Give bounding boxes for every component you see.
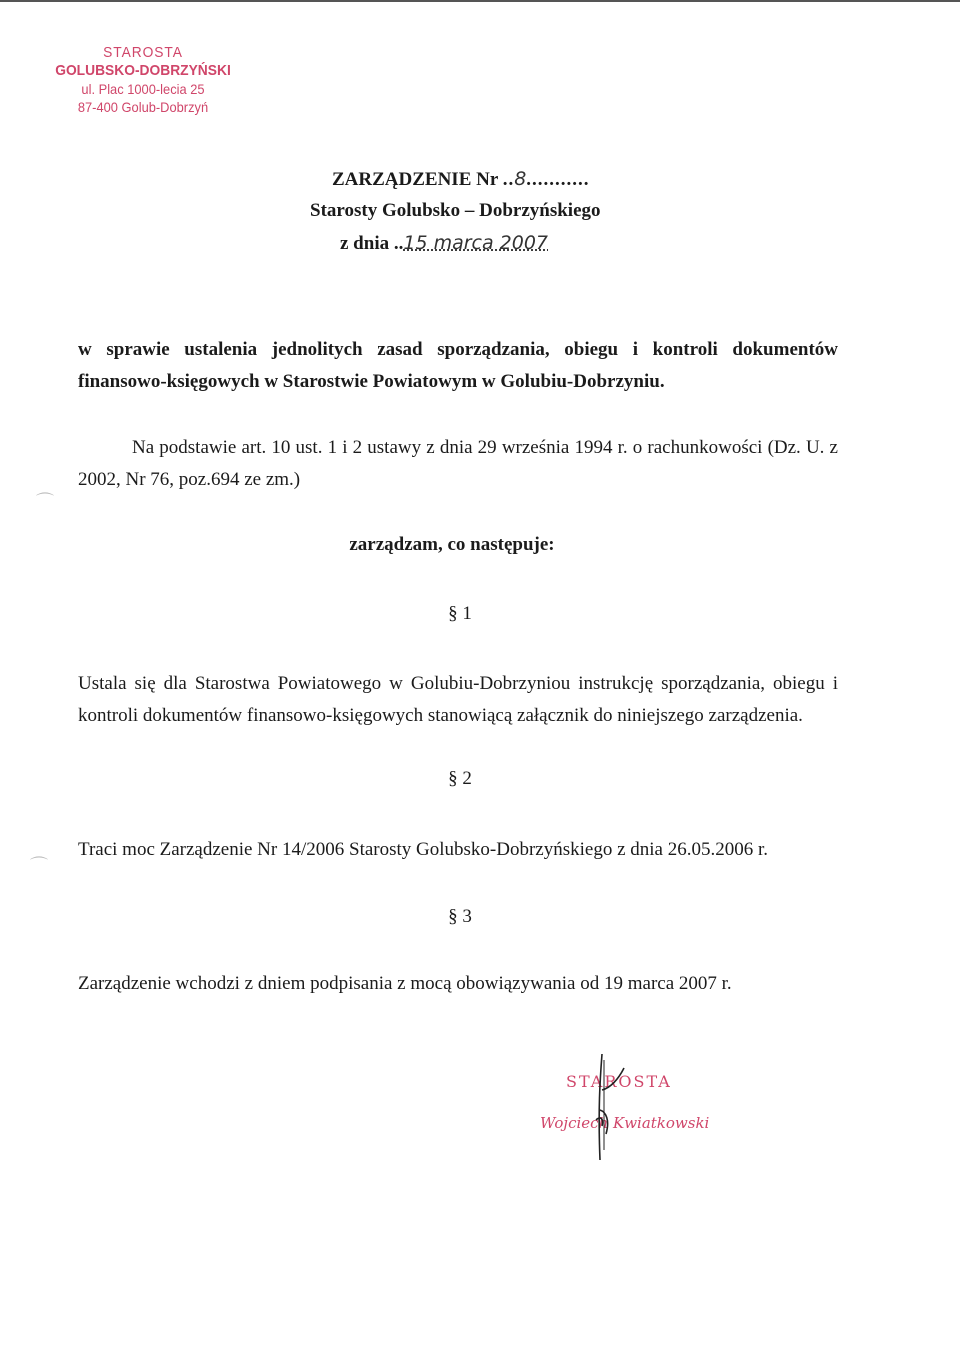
title-label: ZARZĄDZENIE Nr [332,169,498,190]
signature-stamp-name: Wojciech Kwiatkowski [540,1114,710,1132]
handwritten-date: 15 marca 2007 [403,232,549,254]
number-dots: .. [502,169,515,190]
stamp-line-4: 87-400 Golub-Dobrzyń [77,99,209,115]
issuer: Starosty Golubsko – Dobrzyńskiego [310,200,601,221]
stamp-line-3: ul. Plac 1000-lecia 25 [81,81,205,97]
signature-block [540,1050,720,1170]
handwritten-number: 8 [514,168,527,190]
section-text-3: Zarządzenie wchodzi z dniem podpisania z mocą obowiązywania od 19 marca 2007 r. [78,973,732,994]
section-mark-3: § 3 [448,906,472,927]
stamp-line-2: GOLUBSKO-DOBRZYŃSKI [55,62,231,79]
signature-stamp-title: STAROSTA [566,1072,672,1091]
top-border [0,0,960,2]
section-text-1: Ustala się dla Starostwa Powiatowego w Golubiu-Dobrzyniou instrukcję sporządzania, obiegu i kontroli dokumentów finansowo-księgowych stanowiącą załącznik do niniejszego zarządzenia. [78,673,838,726]
number-dots-after: ........... [526,169,590,190]
decree-line: zarządzam, co następuje: [349,534,555,555]
handwritten-signature [540,1050,720,1170]
date-label: z dnia [340,233,390,254]
stamp-line-1: STAROSTA [103,44,183,61]
document-date [340,232,960,255]
margin-mark: ⌒ [30,856,48,876]
section-text-2: Traci moc Zarządzenie Nr 14/2006 Starosty Golubsko-Dobrzyńskiego z dnia 26.05.2006 r. [78,839,769,860]
section-mark-1: § 1 [448,603,472,624]
margin-mark: ⌒ [36,492,54,512]
legal-basis: Na podstawie art. 10 ust. 1 i 2 ustawy z dnia 29 września 1994 r. o rachunkowości (Dz. U. z 2002, Nr 76, poz.694 ze zm.) [78,437,838,490]
date-dots: .. [393,233,404,254]
document-title [332,168,960,191]
office-stamp [28,44,258,116]
subject-paragraph: w sprawie ustalenia jednolitych zasad sporządzania, obiegu i kontroli dokumentów finansowo-księgowych w Starostwie Powiatowym w Golubiu-Dobrzyniu. [78,339,838,392]
section-mark-2: § 2 [448,768,472,789]
